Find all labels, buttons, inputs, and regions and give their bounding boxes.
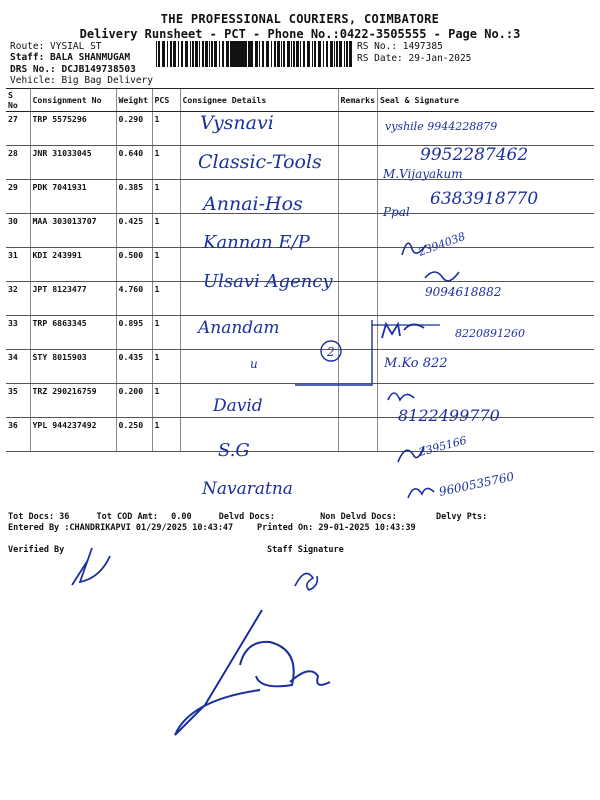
drs-number: DRS No.: DCJB149738503: [10, 64, 136, 75]
cell-consignment: JNR 31033045: [30, 146, 116, 180]
cell-consignment: MAA 303013707: [30, 214, 116, 248]
cell-signature: [378, 112, 594, 146]
route-label: Route: VYSIAL ST: [10, 41, 102, 52]
verified-signature: [72, 548, 110, 585]
runsheet-title: Delivery Runsheet - PCT - Phone No.:0422-3505555 - Page No.:3: [79, 27, 521, 41]
cell-remarks: [338, 248, 378, 282]
barcode-bar: [326, 41, 328, 67]
barcode-bar: [334, 41, 335, 67]
col-seal-signature: Seal & Signature: [378, 89, 594, 112]
barcode-bar: [344, 41, 345, 67]
cell-pcs: 1: [152, 350, 180, 384]
hw-consignee-32: Anandam: [198, 318, 280, 338]
cell-weight: 0.435: [116, 350, 152, 384]
table-row: [6, 112, 594, 146]
hw-consignee-31: Ulsavi Agency: [203, 271, 333, 292]
table-row: [6, 418, 594, 452]
cell-consignment: PDK 7041931: [30, 180, 116, 214]
barcode-bar: [205, 41, 208, 67]
barcode-bar: [303, 41, 305, 67]
table-row: [6, 180, 594, 214]
non-delivered-docs: Non Delvd Docs:: [320, 512, 397, 522]
barcode-bar: [167, 41, 168, 67]
table-header-row: [6, 89, 594, 112]
cell-pcs: 1: [152, 180, 180, 214]
barcode-bar: [323, 41, 324, 67]
barcode-bar: [234, 41, 237, 67]
large-signature: [175, 610, 330, 735]
company-name: THE PROFESSIONAL COURIERS, COIMBATORE: [160, 12, 440, 26]
col-consignee: Consignee Details: [180, 89, 338, 112]
barcode-bar: [314, 41, 316, 67]
cell-remarks: [338, 418, 378, 452]
printed-on: Printed On: 29-01-2025 10:43:39: [257, 523, 416, 533]
barcode-bar: [271, 41, 272, 67]
hw-signature-36: 9600535760: [437, 469, 516, 499]
cell-sno: 34: [6, 350, 30, 384]
cell-sno: 36: [6, 418, 30, 452]
cell-consignee: [180, 214, 338, 248]
delivery-points: Delvy Pts:: [436, 512, 488, 522]
barcode-bar: [192, 41, 194, 67]
barcode-bar: [199, 41, 200, 67]
cell-signature: [378, 350, 594, 384]
hw-signature-31: 9094618882: [425, 285, 502, 299]
barcode-bar: [274, 41, 276, 67]
barcode-bar: [291, 41, 292, 67]
rs-number: RS No.: 1497385: [357, 41, 443, 52]
table-row: [6, 214, 594, 248]
cell-weight: 4.760: [116, 282, 152, 316]
hw-consignee-35: S.G: [218, 440, 250, 461]
cell-consignment: STY 8015903: [30, 350, 116, 384]
col-sno: S No: [6, 89, 30, 112]
barcode-bar: [219, 41, 220, 67]
cell-remarks: [338, 112, 378, 146]
cell-consignee: [180, 248, 338, 282]
barcode-bar: [287, 41, 290, 67]
barcode-bar: [346, 41, 348, 67]
cell-signature: [378, 316, 594, 350]
cell-sno: 27: [6, 112, 30, 146]
barcode-bar: [259, 41, 260, 67]
cell-weight: 0.895: [116, 316, 152, 350]
barcode-bar: [185, 41, 188, 67]
cell-consignment: YPL 944237492: [30, 418, 116, 452]
cell-consignment: TRP 5575296: [30, 112, 116, 146]
table-row: [6, 350, 594, 384]
cell-consignment: TRP 6863345: [30, 316, 116, 350]
hw-consignee-34: David: [213, 396, 263, 416]
cell-remarks: [338, 146, 378, 180]
barcode-bar: [318, 41, 321, 67]
cell-signature: [378, 418, 594, 452]
barcode-bar: [158, 41, 160, 67]
barcode-bar: [238, 41, 239, 67]
cell-signature: [378, 248, 594, 282]
hw-consignee-28: Classic-Tools: [198, 151, 322, 173]
hw-signature-29: 6383918770: [430, 189, 539, 209]
barcode-bar: [228, 41, 229, 67]
barcode-bar: [339, 41, 342, 67]
runsheet-table: [6, 88, 594, 452]
hw-consignee-30: Kannan E/P: [203, 232, 310, 253]
barcode-bar: [240, 41, 242, 67]
cell-consignee: [180, 146, 338, 180]
col-pcs: PCS: [152, 89, 180, 112]
hw-circled-number: 2: [327, 345, 335, 359]
cell-remarks: [338, 350, 378, 384]
total-cod-label: Tot COD Amt:: [96, 512, 158, 522]
cell-pcs: 1: [152, 418, 180, 452]
cell-pcs: 1: [152, 384, 180, 418]
cell-signature: [378, 282, 594, 316]
barcode-bar: [156, 41, 157, 67]
barcode-bar: [211, 41, 213, 67]
barcode-bar: [248, 41, 249, 67]
cell-remarks: [338, 214, 378, 248]
barcode-bar: [162, 41, 165, 67]
barcode-bar: [222, 41, 224, 67]
signature-scribble-36: [408, 488, 434, 498]
barcode-bar: [296, 41, 299, 67]
cell-pcs: 1: [152, 112, 180, 146]
barcode-bar: [349, 41, 352, 67]
barcode-bar: [281, 41, 282, 67]
staff-signature-mark: [295, 574, 317, 591]
entered-by: Entered By :CHANDRIKAPVI 01/29/2025 10:43:47: [8, 523, 234, 533]
cell-sno: 32: [6, 282, 30, 316]
cell-consignee: [180, 350, 338, 384]
table-row: [6, 384, 594, 418]
cell-consignee: [180, 180, 338, 214]
barcode-bar: [190, 41, 191, 67]
hw-signature-34: 8122499770: [398, 406, 500, 425]
barcode-bar: [307, 41, 310, 67]
staff-label: Staff: BALA SHANMUGAM: [10, 52, 131, 63]
cell-weight: 0.425: [116, 214, 152, 248]
barcode-bar: [173, 41, 176, 67]
table-row: [6, 316, 594, 350]
cell-consignment: TRZ 290216759: [30, 384, 116, 418]
table-row: [6, 282, 594, 316]
cell-weight: 0.640: [116, 146, 152, 180]
barcode-bar: [283, 41, 285, 67]
total-cod-value: 0.00: [171, 512, 192, 522]
cell-signature: [378, 384, 594, 418]
hw-signature-32: 8220891260: [455, 327, 525, 340]
cell-weight: 0.500: [116, 248, 152, 282]
barcode-bar: [255, 41, 258, 67]
delivered-docs: Delvd Docs:: [218, 512, 275, 522]
barcode-bar: [251, 41, 253, 67]
rs-date: RS Date: 29-Jan-2025: [357, 53, 472, 64]
totals-line: [8, 512, 596, 522]
hw-consignee-29: Annai-Hos: [203, 193, 303, 215]
barcode-bar: [330, 41, 333, 67]
barcode-bar: [209, 41, 210, 67]
cell-weight: 0.200: [116, 384, 152, 418]
table-row: [6, 146, 594, 180]
hw-consignee-27: Vysnavi: [200, 112, 274, 134]
cell-sno: 30: [6, 214, 30, 248]
barcode-bar: [300, 41, 301, 67]
cell-sno: 29: [6, 180, 30, 214]
col-weight: Weight: [116, 89, 152, 112]
col-consignment: Consignment No: [30, 89, 116, 112]
barcode-bar: [277, 41, 280, 67]
cell-remarks: [338, 282, 378, 316]
cell-consignee: [180, 282, 338, 316]
cell-consignment: JPT 8123477: [30, 282, 116, 316]
cell-signature: [378, 214, 594, 248]
vehicle-label: Vehicle: Big Bag Delivery: [10, 75, 153, 86]
barcode-bar: [262, 41, 264, 67]
cell-consignment: KDI 243991: [30, 248, 116, 282]
hw-signature-29b: Ppal: [383, 205, 410, 219]
cell-consignee: [180, 316, 338, 350]
barcode-bar: [195, 41, 198, 67]
cell-sno: 31: [6, 248, 30, 282]
cell-pcs: 1: [152, 282, 180, 316]
cell-weight: 0.250: [116, 418, 152, 452]
barcode-right: [228, 41, 352, 67]
barcode-bar: [181, 41, 183, 67]
cell-signature: [378, 146, 594, 180]
barcode-bar: [202, 41, 204, 67]
hw-signature-35: 2395166: [417, 433, 469, 459]
cell-consignee: [180, 384, 338, 418]
hw-signature-27: vyshile 9944228879: [385, 120, 498, 133]
barcode-bar: [266, 41, 269, 67]
hw-consignee-36: Navaratna: [202, 479, 293, 499]
barcode-bar: [336, 41, 338, 67]
cell-pcs: 1: [152, 316, 180, 350]
cell-pcs: 1: [152, 248, 180, 282]
cell-weight: 0.290: [116, 112, 152, 146]
verified-by-label: Verified By: [8, 545, 65, 555]
col-remarks: Remarks: [338, 89, 378, 112]
cell-pcs: 1: [152, 214, 180, 248]
cell-sno: 35: [6, 384, 30, 418]
barcode-bar: [214, 41, 217, 67]
cell-consignee: [180, 112, 338, 146]
total-docs: Tot Docs: 36: [8, 512, 70, 522]
cell-pcs: 1: [152, 146, 180, 180]
table-row: [6, 248, 594, 282]
hw-signature-28b: M.Vijayakum: [383, 167, 463, 181]
hw-signature-28: 9952287462: [420, 145, 529, 165]
barcode-bar: [178, 41, 179, 67]
staff-signature-label: Staff Signature: [267, 545, 344, 555]
cell-weight: 0.385: [116, 180, 152, 214]
cell-sno: 28: [6, 146, 30, 180]
hw-consignee-33: u: [250, 357, 258, 371]
hw-signature-33: M.Ko 822: [384, 356, 448, 371]
barcode-bar: [170, 41, 172, 67]
cell-remarks: [338, 384, 378, 418]
cell-consignee: [180, 418, 338, 452]
barcode-bar: [243, 41, 246, 67]
barcode-bar: [312, 41, 313, 67]
cell-remarks: [338, 180, 378, 214]
hw-signature-30: 2394038: [416, 229, 468, 259]
barcode-bar: [231, 41, 233, 67]
cell-sno: 33: [6, 316, 30, 350]
barcode-bar: [293, 41, 295, 67]
cell-remarks: [338, 316, 378, 350]
cell-signature: [378, 180, 594, 214]
